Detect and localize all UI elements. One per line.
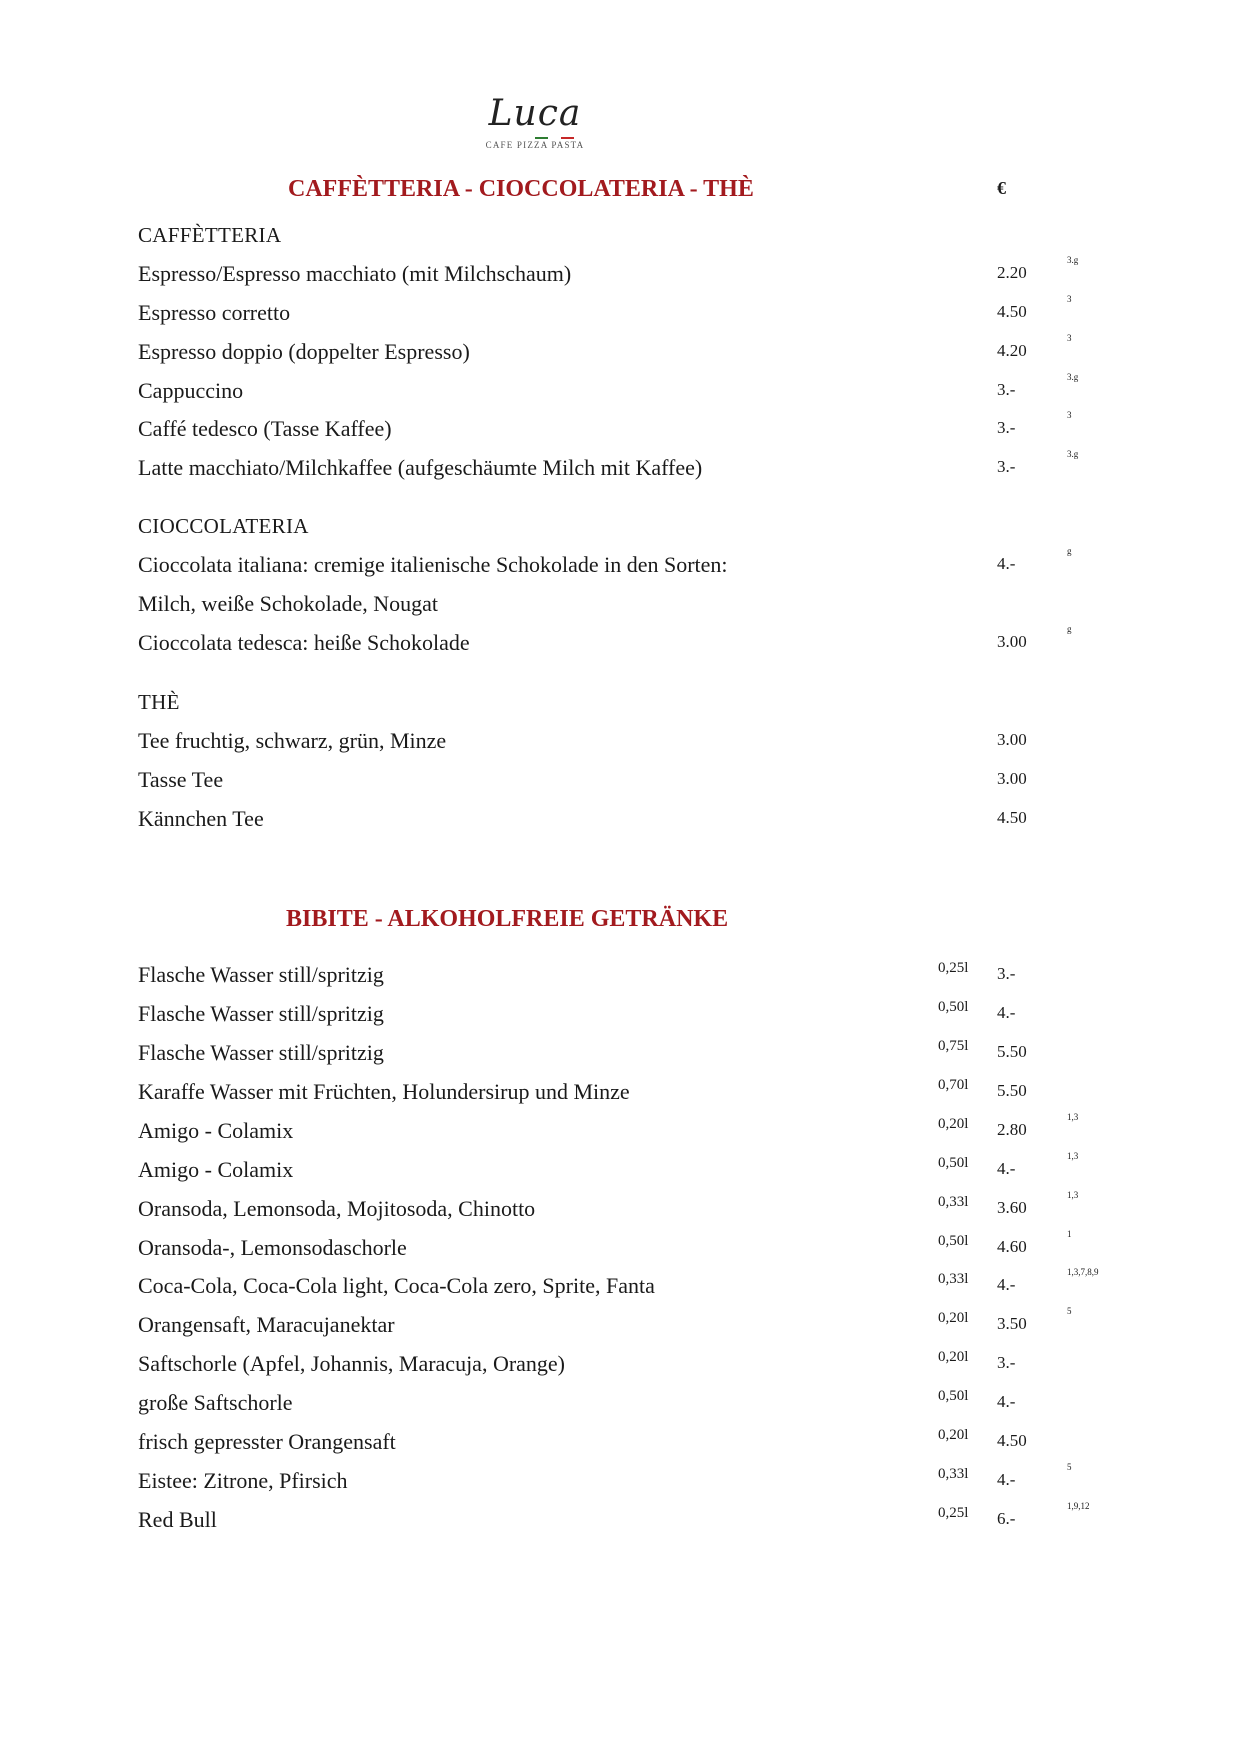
item-volume: 0,20l — [938, 1349, 969, 1365]
item-name: Oransoda-, Lemonsodaschorle — [138, 1235, 407, 1260]
item-allergen-note: 3.g — [1067, 255, 1079, 265]
section-title-bibite: BIBITE - ALKOHOLFREIE GETRÄNKE — [286, 906, 729, 932]
item-allergen-note: 1,9,12 — [1067, 1501, 1090, 1511]
item-price: 3.- — [997, 457, 1016, 476]
menu-item — [0, 449, 1240, 491]
item-volume: 0,25l — [938, 1505, 969, 1521]
item-name: große Saftschorle — [138, 1390, 293, 1415]
item-name: Karaffe Wasser mit Früchten, Holundersirup und Minze — [138, 1079, 630, 1104]
item-price: 4.- — [997, 554, 1016, 573]
item-volume: 0,50l — [938, 1155, 969, 1171]
item-volume: 0,20l — [938, 1310, 969, 1326]
item-volume: 0,33l — [938, 1194, 969, 1210]
menu-item — [0, 1190, 1240, 1232]
item-name: frisch gepresster Orangensaft — [138, 1429, 396, 1454]
group-heading-cioccolateria: CIOCCOLATERIA — [138, 514, 309, 538]
menu-item — [0, 1390, 1240, 1426]
item-name: Cioccolata tedesca: heiße Schokolade — [138, 630, 470, 655]
item-name: Espresso doppio (doppelter Espresso) — [138, 339, 470, 364]
item-volume: 0,33l — [938, 1466, 969, 1482]
group-heading-caffetteria: CAFFÈTTERIA — [138, 223, 282, 247]
item-price: 3.50 — [997, 1314, 1027, 1333]
item-name: Milch, weiße Schokolade, Nougat — [138, 591, 438, 616]
menu-item — [0, 1501, 1240, 1543]
item-allergen-note: g — [1067, 624, 1072, 634]
item-name: Coca-Cola, Coca-Cola light, Coca-Cola zero, Sprite, Fanta — [138, 1273, 655, 1298]
item-allergen-note: 5 — [1067, 1462, 1072, 1472]
item-volume: 0,50l — [938, 1388, 969, 1404]
item-price: 4.50 — [997, 1431, 1027, 1450]
item-price: 4.- — [997, 1392, 1016, 1411]
item-allergen-note: 1 — [1067, 1229, 1072, 1239]
item-volume: 0,75l — [938, 1038, 969, 1054]
item-name: Flasche Wasser still/spritzig — [138, 962, 384, 987]
menu-item — [0, 1040, 1240, 1076]
item-name: Flasche Wasser still/spritzig — [138, 1001, 384, 1026]
menu-item — [0, 624, 1240, 666]
item-name: Cioccolata italiana: cremige italienische Schokolade in den Sorten: — [138, 552, 728, 577]
menu-item — [0, 410, 1240, 452]
menu-item — [0, 806, 1240, 842]
item-name: Flasche Wasser still/spritzig — [138, 1040, 384, 1065]
item-name: Kännchen Tee — [138, 806, 264, 831]
item-allergen-note: 1,3,7,8,9 — [1067, 1267, 1099, 1277]
item-name: Eistee: Zitrone, Pfirsich — [138, 1468, 348, 1493]
item-price: 3.- — [997, 418, 1016, 437]
item-volume: 0,25l — [938, 960, 969, 976]
menu-item — [0, 1429, 1240, 1465]
item-price: 4.20 — [997, 341, 1027, 360]
item-price: 6.- — [997, 1509, 1016, 1528]
item-name: Espresso corretto — [138, 300, 291, 325]
logo-script-text: Luca — [488, 93, 582, 134]
item-volume: 0,33l — [938, 1271, 969, 1287]
item-allergen-note: g — [1067, 546, 1072, 556]
item-price: 3.- — [997, 1353, 1016, 1372]
item-name: Orangensaft, Maracujanektar — [138, 1312, 395, 1337]
item-price: 3.00 — [997, 769, 1027, 788]
item-name: Latte macchiato/Milchkaffee (aufgeschäumte Milch mit Kaffee) — [138, 455, 703, 480]
menu-item — [0, 333, 1240, 375]
menu-item — [0, 1151, 1240, 1193]
menu-item — [0, 728, 1240, 764]
item-allergen-note: 3.g — [1067, 449, 1079, 459]
menu-item — [0, 962, 1240, 998]
item-volume: 0,20l — [938, 1427, 969, 1443]
item-allergen-note: 3 — [1067, 294, 1072, 304]
item-price: 4.- — [997, 1470, 1016, 1489]
item-allergen-note: 3.g — [1067, 372, 1079, 382]
item-allergen-note: 1,3 — [1067, 1112, 1079, 1122]
item-name: Red Bull — [138, 1507, 217, 1532]
menu-item — [0, 1267, 1240, 1309]
item-price: 4.- — [997, 1275, 1016, 1294]
item-name: Tee fruchtig, schwarz, grün, Minze — [138, 728, 447, 753]
menu-item — [0, 1229, 1240, 1271]
item-price: 3.60 — [997, 1198, 1027, 1217]
item-allergen-note: 3 — [1067, 333, 1072, 343]
item-volume: 0,50l — [938, 1233, 969, 1249]
menu-item — [0, 1112, 1240, 1154]
logo-tagline: CAFE PIZZA PASTA — [485, 140, 585, 150]
menu-item — [0, 767, 1240, 803]
logo-stripe-green — [535, 137, 548, 139]
item-name: Amigo - Colamix — [138, 1118, 294, 1143]
item-name: Oransoda, Lemonsoda, Mojitosoda, Chinotto — [138, 1196, 536, 1221]
item-price: 3.00 — [997, 632, 1027, 651]
item-name: Saftschorle (Apfel, Johannis, Maracuja, Orange) — [138, 1351, 566, 1376]
item-name: Cappuccino — [138, 378, 244, 403]
item-allergen-note: 1,3 — [1067, 1190, 1079, 1200]
menu-item — [0, 1351, 1240, 1387]
logo-stripe-white — [548, 137, 561, 139]
item-volume: 0,20l — [938, 1116, 969, 1132]
menu-item — [0, 255, 1240, 297]
currency-symbol: € — [997, 178, 1006, 198]
section-title-caffetteria: CAFFÈTTERIA - CIOCCOLATERIA - THÈ — [288, 176, 754, 202]
menu-item — [0, 1462, 1240, 1504]
item-price: 2.80 — [997, 1120, 1027, 1139]
item-name: Amigo - Colamix — [138, 1157, 294, 1182]
item-price: 2.20 — [997, 263, 1027, 282]
item-price: 4.50 — [997, 302, 1027, 321]
item-price: 4.60 — [997, 1237, 1027, 1256]
logo-stripe-red — [561, 137, 574, 139]
item-price: 5.50 — [997, 1081, 1027, 1100]
logo-flag-stripe — [534, 137, 574, 140]
menu-item — [0, 1001, 1240, 1037]
item-price: 3.- — [997, 964, 1016, 983]
item-price: 4.- — [997, 1003, 1016, 1022]
item-name: Caffé tedesco (Tasse Kaffee) — [138, 416, 392, 441]
item-name: Espresso/Espresso macchiato (mit Milchschaum) — [138, 261, 572, 286]
item-volume: 0,50l — [938, 999, 969, 1015]
group-heading-the: THÈ — [138, 690, 180, 714]
item-price: 3.00 — [997, 730, 1027, 749]
menu-item — [0, 294, 1240, 336]
item-allergen-note: 1,3 — [1067, 1151, 1079, 1161]
restaurant-logo — [480, 94, 590, 164]
item-price: 4.- — [997, 1159, 1016, 1178]
menu-item — [0, 546, 1240, 588]
item-allergen-note: 3 — [1067, 410, 1072, 420]
item-price: 4.50 — [997, 808, 1027, 827]
item-volume: 0,70l — [938, 1077, 969, 1093]
menu-item — [0, 1079, 1240, 1115]
item-price: 3.- — [997, 380, 1016, 399]
menu-item — [0, 591, 1240, 627]
item-name: Tasse Tee — [138, 767, 224, 792]
item-allergen-note: 5 — [1067, 1306, 1072, 1316]
menu-item — [0, 1306, 1240, 1348]
menu-item — [0, 372, 1240, 414]
item-price: 5.50 — [997, 1042, 1027, 1061]
